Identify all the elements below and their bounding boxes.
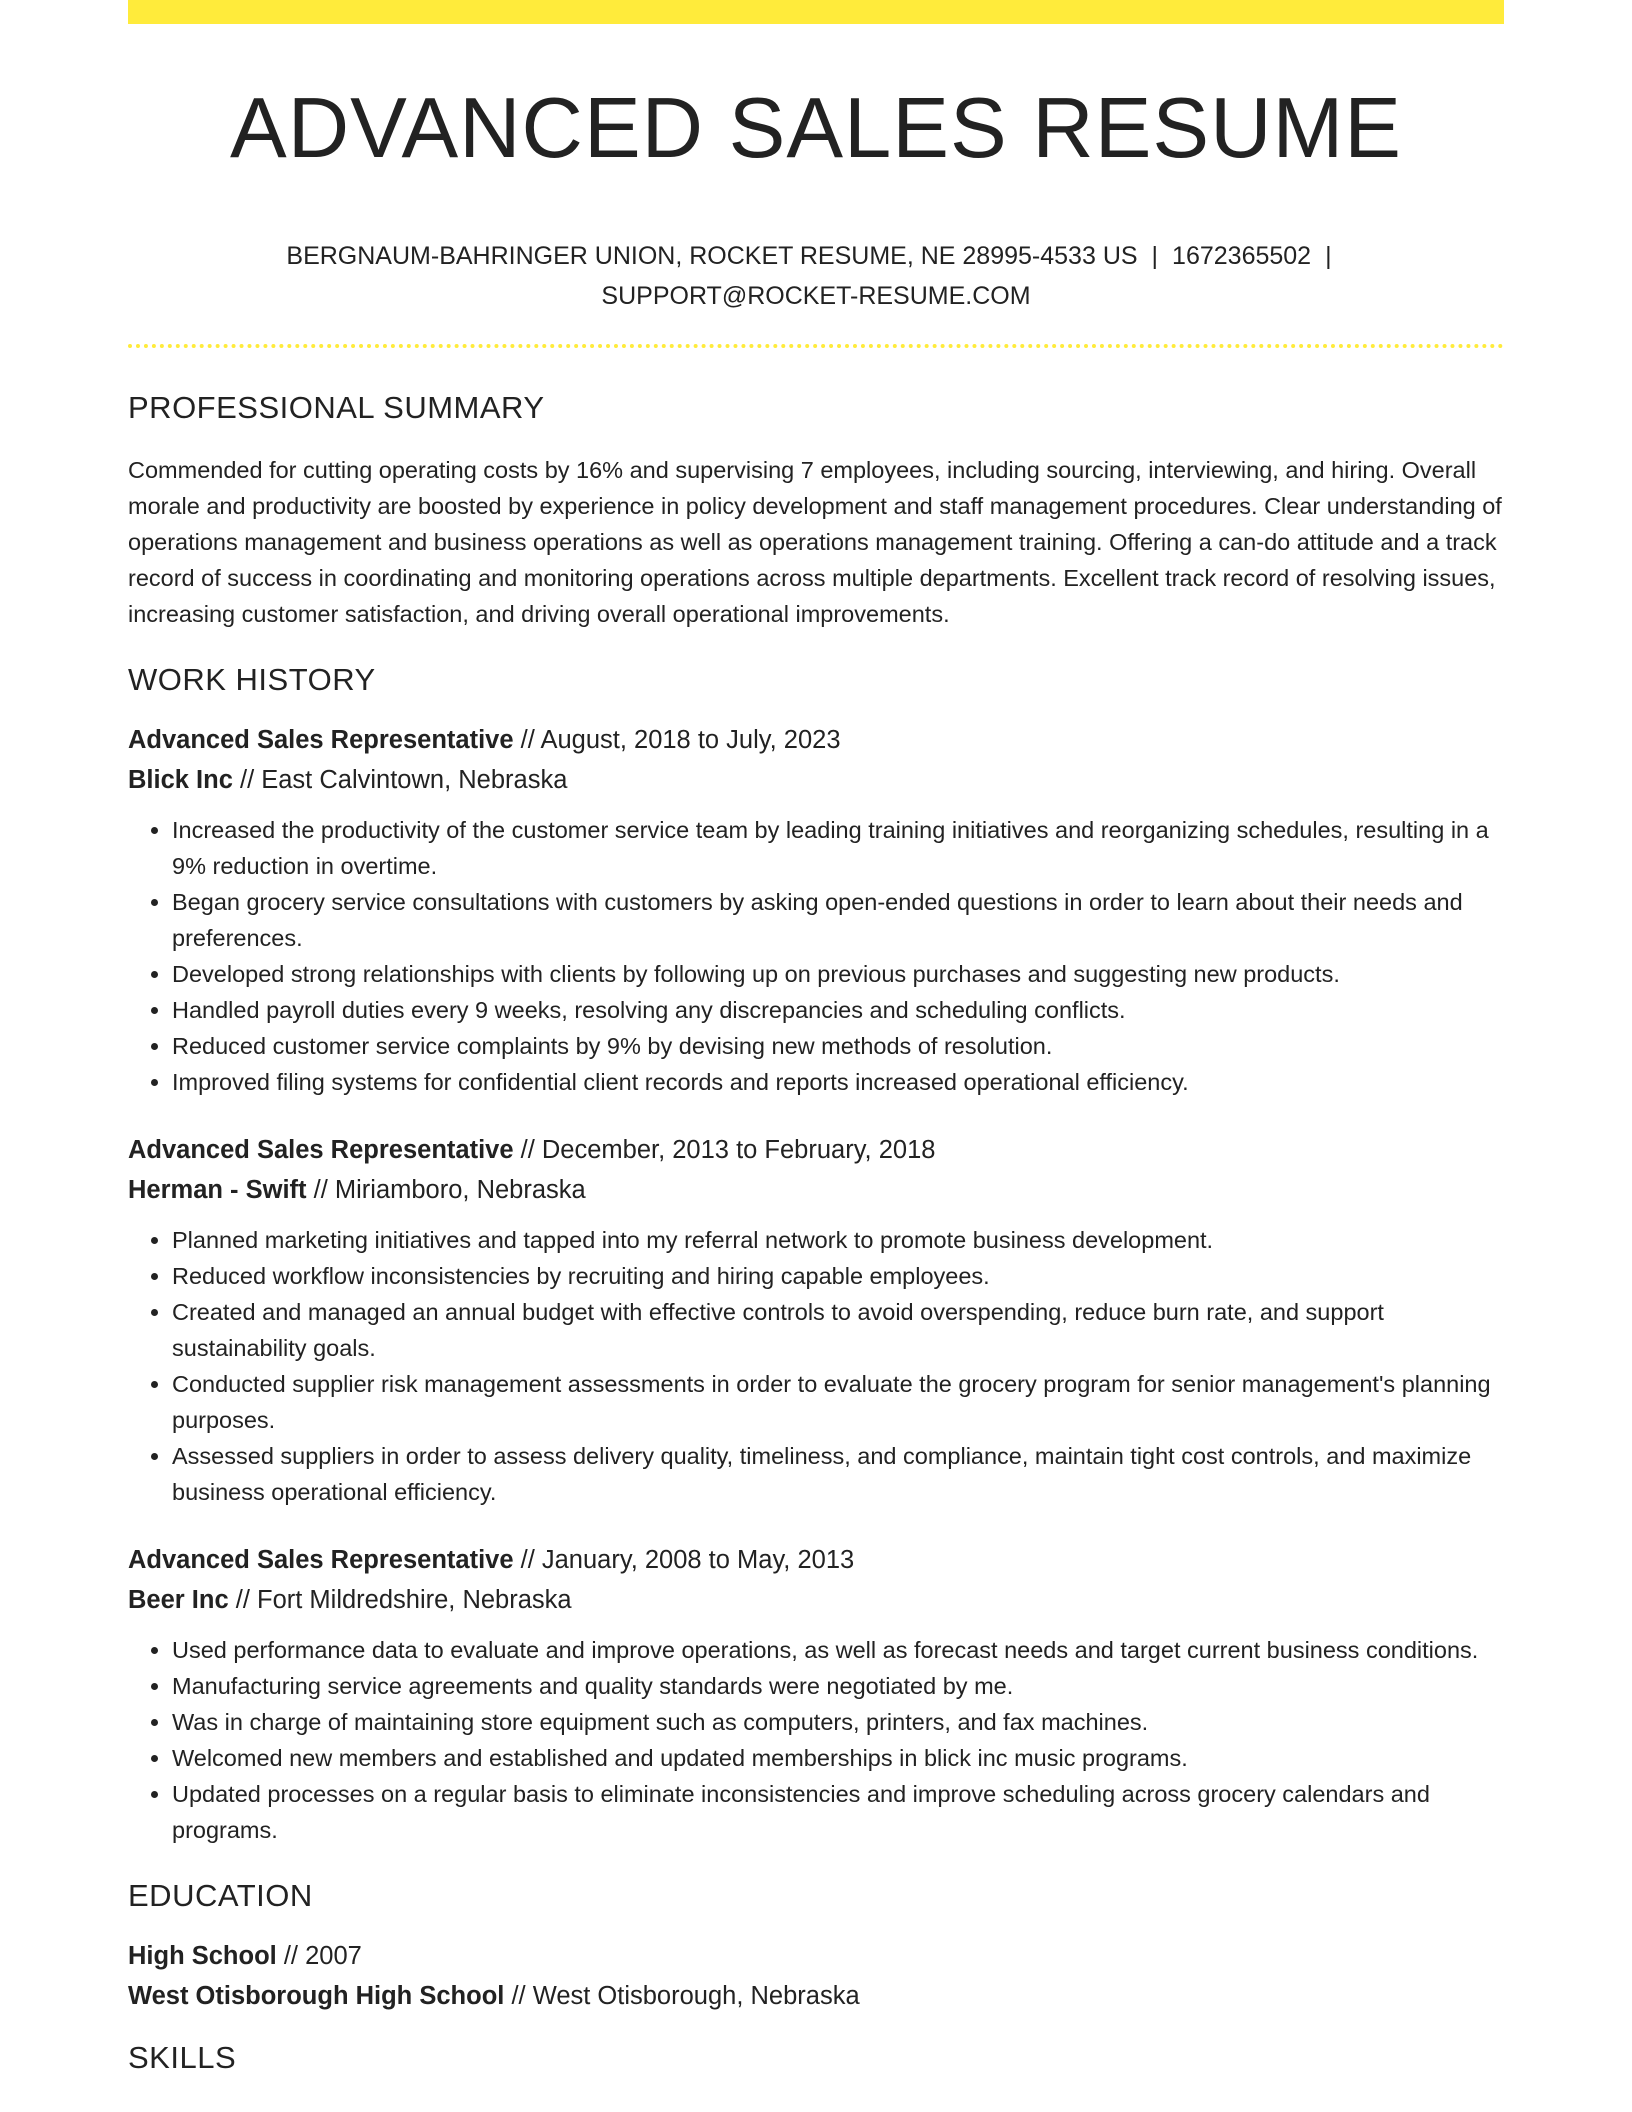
job-bullet: • Welcomed new members and established and updated memberships in blick inc music programs.: [172, 1740, 1504, 1776]
job-company: Beer Inc: [128, 1586, 229, 1614]
job-bullet: • Began grocery service consultations with customers by asking open-ended questions in order to learn about their needs and preferences.: [172, 884, 1504, 956]
summary-text: Commended for cutting operating costs by 16% and supervising 7 employees, including sourcing, interviewing, and hiring. Overall morale and productivity are boosted by experience in policy development and staff management procedures. Clear understanding of operations management and business operations as well as operations management training. Offering a can-do attitude and a track record of success in coordinating and monitoring operations across multiple departments. Excellent track record of resolving issues, increasing customer satisfaction, and driving overall operational improvements.: [128, 457, 1502, 627]
job-company-line: [128, 760, 1504, 800]
job-title-line: [128, 1540, 1504, 1580]
education-location: // West Otisborough, Nebraska: [511, 1982, 860, 2010]
job-entry: [128, 1540, 1504, 1848]
job-company-line: [128, 1170, 1504, 1210]
job-bullet: • Assessed suppliers in order to assess delivery quality, timeliness, and compliance, maintain tight cost controls, and maximize business operational efficiency.: [172, 1438, 1504, 1510]
job-bullets: [128, 1632, 1504, 1848]
job-bullet: • Reduced workflow inconsistencies by recruiting and hiring capable employees.: [172, 1258, 1504, 1294]
job-bullet: • Updated processes on a regular basis to eliminate inconsistencies and improve scheduling across grocery calendars and programs.: [172, 1776, 1504, 1848]
job-dates: // January, 2008 to May, 2013: [520, 1546, 855, 1574]
job-title-line: [128, 1130, 1504, 1170]
job-bullet: • Developed strong relationships with clients by following up on previous purchases and suggesting new products.: [172, 956, 1504, 992]
job-bullet: • Planned marketing initiatives and tapped into my referral network to promote business development.: [172, 1222, 1504, 1258]
job-bullet: • Created and managed an annual budget with effective controls to avoid overspending, reduce burn rate, and support sustainability goals.: [172, 1294, 1504, 1366]
contact-separator: |: [1325, 242, 1332, 270]
job-title: Advanced Sales Representative: [128, 726, 514, 754]
job-bullet: • Increased the productivity of the customer service team by leading training initiatives and reorganizing schedules, resulting in a 9% reduction in overtime.: [172, 812, 1504, 884]
contact-address: BERGNAUM-BAHRINGER UNION, ROCKET RESUME, NE 28995-4533 US: [286, 242, 1138, 270]
contact-separator: |: [1151, 242, 1159, 270]
job-entry: [128, 1130, 1504, 1510]
dotted-divider: [128, 344, 1504, 348]
job-title-line: [128, 720, 1504, 760]
accent-top-bar: [128, 0, 1504, 24]
job-bullet: • Was in charge of maintaining store equipment such as computers, printers, and fax machines.: [172, 1704, 1504, 1740]
education-school: West Otisborough High School: [128, 1982, 505, 2010]
contact-info: [128, 236, 1504, 316]
education-year: // 2007: [283, 1942, 362, 1970]
job-bullet: • Improved filing systems for confidential client records and reports increased operational efficiency.: [172, 1064, 1504, 1100]
job-company: Blick Inc: [128, 766, 233, 794]
resume-content: [128, 390, 1504, 2076]
work-history-heading: WORK HISTORY: [128, 662, 376, 697]
job-location: // Miriamboro, Nebraska: [313, 1176, 586, 1204]
job-bullets: [128, 812, 1504, 1100]
job-bullet: • Handled payroll duties every 9 weeks, resolving any discrepancies and scheduling conflicts.: [172, 992, 1504, 1028]
job-bullet: • Manufacturing service agreements and quality standards were negotiated by me.: [172, 1668, 1504, 1704]
job-dates: // August, 2018 to July, 2023: [520, 726, 841, 754]
summary-heading: PROFESSIONAL SUMMARY: [128, 390, 545, 425]
job-company-line: [128, 1580, 1504, 1620]
education-degree-line: [128, 1936, 1504, 1976]
job-bullet: • Reduced customer service complaints by 9% by devising new methods of resolution.: [172, 1028, 1504, 1064]
contact-phone: 1672365502: [1172, 242, 1312, 270]
job-location: // Fort Mildredshire, Nebraska: [235, 1586, 572, 1614]
job-title: Advanced Sales Representative: [128, 1546, 514, 1574]
education-school-line: [128, 1976, 1504, 2016]
job-bullet: • Used performance data to evaluate and improve operations, as well as forecast needs and target current business conditions.: [172, 1632, 1504, 1668]
skills-heading: SKILLS: [128, 2040, 237, 2075]
education-heading: EDUCATION: [128, 1878, 313, 1913]
contact-email: SUPPORT@ROCKET-RESUME.COM: [601, 282, 1031, 310]
education-degree: High School: [128, 1942, 277, 1970]
job-title: Advanced Sales Representative: [128, 1136, 514, 1164]
job-bullet: • Conducted supplier risk management assessments in order to evaluate the grocery program for senior management's planning purposes.: [172, 1366, 1504, 1438]
resume-title: ADVANCED SALES RESUME: [230, 81, 1402, 176]
job-location: // East Calvintown, Nebraska: [239, 766, 568, 794]
education-entry: [128, 1936, 1504, 2016]
job-bullets: [128, 1222, 1504, 1510]
job-dates: // December, 2013 to February, 2018: [520, 1136, 936, 1164]
job-company: Herman - Swift: [128, 1176, 307, 1204]
job-entry: [128, 720, 1504, 1100]
